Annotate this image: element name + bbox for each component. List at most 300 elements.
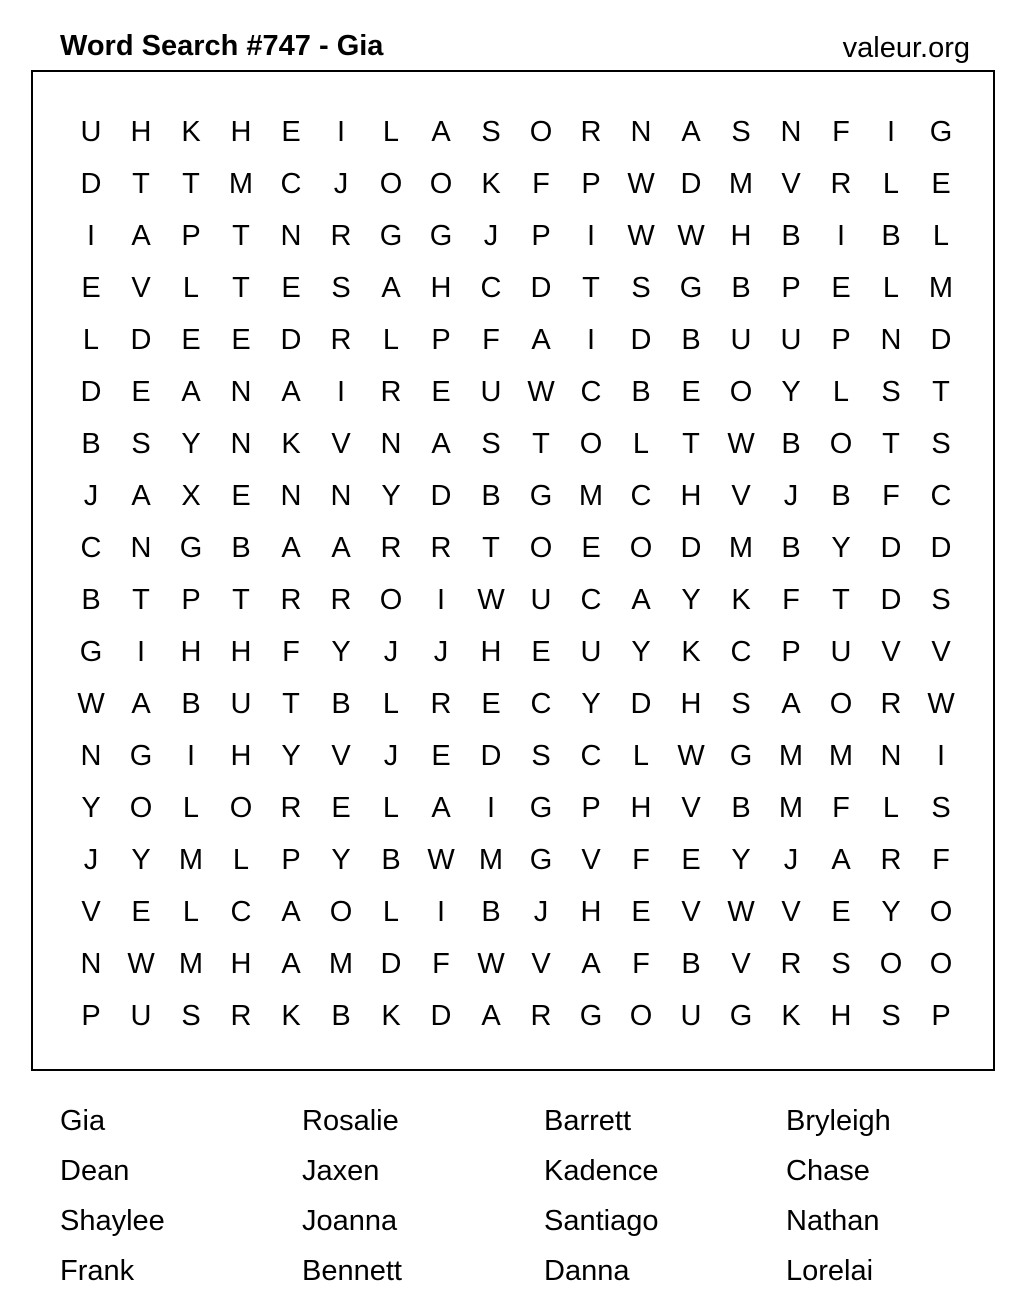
grid-letter: I xyxy=(436,896,446,928)
grid-letter: F xyxy=(832,792,850,824)
grid-letter: D xyxy=(930,324,952,356)
grid-letter: O xyxy=(879,948,903,980)
word-list-item: Chase xyxy=(786,1155,870,1187)
grid-letter: Y xyxy=(781,376,801,408)
grid-letter: D xyxy=(80,168,102,200)
grid-letter: J xyxy=(483,220,499,252)
grid-letter: W xyxy=(677,740,705,772)
grid-letter: R xyxy=(830,168,852,200)
grid-letter: T xyxy=(232,584,250,616)
grid-letter: T xyxy=(832,584,850,616)
grid-letter: U xyxy=(130,1000,152,1032)
grid-letter: T xyxy=(682,428,700,460)
grid-letter: I xyxy=(836,220,846,252)
grid-letter: Y xyxy=(81,792,101,824)
grid-letter: A xyxy=(831,844,851,876)
grid-letter: V xyxy=(781,896,801,928)
grid-letter: M xyxy=(328,948,354,980)
grid-letter: F xyxy=(882,480,900,512)
grid-letter: B xyxy=(731,272,751,304)
grid-letter: F xyxy=(632,844,650,876)
grid-letter: P xyxy=(431,324,451,356)
grid-letter: M xyxy=(928,272,954,304)
grid-letter: A xyxy=(581,948,601,980)
grid-letter: S xyxy=(481,428,501,460)
word-list-item: Dean xyxy=(60,1155,130,1187)
grid-letter: P xyxy=(831,324,851,356)
grid-letter: C xyxy=(280,168,302,200)
grid-letter: L xyxy=(632,740,650,772)
grid-letter: H xyxy=(230,948,252,980)
grid-letter: G xyxy=(79,636,103,668)
grid-letter: A xyxy=(281,376,301,408)
grid-letter: V xyxy=(681,792,701,824)
grid-letter: B xyxy=(781,532,801,564)
grid-letter: U xyxy=(580,636,602,668)
grid-letter: T xyxy=(132,584,150,616)
grid-letter: R xyxy=(880,844,902,876)
grid-letter: S xyxy=(881,1000,901,1032)
grid-letter: J xyxy=(783,480,799,512)
grid-letter: M xyxy=(728,532,754,564)
grid-letter: W xyxy=(427,844,455,876)
grid-letter: S xyxy=(931,584,951,616)
word-list-item: Frank xyxy=(60,1255,135,1287)
grid-letter: E xyxy=(931,168,951,200)
grid-letter: R xyxy=(230,1000,252,1032)
grid-letter: P xyxy=(181,584,201,616)
word-list-item: Kadence xyxy=(544,1155,659,1187)
grid-letter: J xyxy=(433,636,449,668)
grid-letter: T xyxy=(532,428,550,460)
grid-letter: Y xyxy=(881,896,901,928)
word-list-item: Lorelai xyxy=(786,1255,874,1287)
grid-letter: N xyxy=(330,480,352,512)
grid-letter: N xyxy=(630,116,652,148)
grid-letter: F xyxy=(282,636,300,668)
grid-letter: C xyxy=(580,740,602,772)
grid-letter: N xyxy=(80,948,102,980)
grid-letter: E xyxy=(431,740,451,772)
word-list-item: Rosalie xyxy=(302,1105,399,1137)
grid-letter: R xyxy=(880,688,902,720)
grid-letter: D xyxy=(880,532,902,564)
grid-letter: F xyxy=(482,324,500,356)
grid-letter: E xyxy=(131,376,151,408)
grid-letter: O xyxy=(629,532,653,564)
grid-letter: Y xyxy=(381,480,401,512)
grid-letter: U xyxy=(480,376,502,408)
grid-letter: P xyxy=(281,844,301,876)
grid-letter: O xyxy=(379,168,403,200)
grid-letter: B xyxy=(231,532,251,564)
puzzle-grid-box xyxy=(31,70,995,1071)
grid-letter: U xyxy=(530,584,552,616)
grid-letter: H xyxy=(630,792,652,824)
grid-letter: K xyxy=(731,584,751,616)
grid-letter: B xyxy=(481,480,501,512)
grid-letter: D xyxy=(430,480,452,512)
grid-letter: O xyxy=(829,428,853,460)
grid-letter: L xyxy=(232,844,250,876)
grid-letter: M xyxy=(228,168,254,200)
grid-letter: B xyxy=(831,480,851,512)
grid-letter: W xyxy=(927,688,955,720)
grid-letter: A xyxy=(681,116,701,148)
grid-letter: B xyxy=(331,1000,351,1032)
grid-letter: C xyxy=(630,480,652,512)
grid-letter: E xyxy=(231,480,251,512)
grid-letter: E xyxy=(531,636,551,668)
grid-letter: P xyxy=(781,636,801,668)
grid-letter: H xyxy=(680,688,702,720)
grid-letter: U xyxy=(780,324,802,356)
grid-letter: A xyxy=(781,688,801,720)
grid-letter: R xyxy=(430,688,452,720)
grid-letter: C xyxy=(580,376,602,408)
grid-letter: B xyxy=(681,324,701,356)
grid-letter: F xyxy=(832,116,850,148)
grid-letter: U xyxy=(730,324,752,356)
grid-letter: A xyxy=(381,272,401,304)
grid-letter: A xyxy=(181,376,201,408)
grid-letter: S xyxy=(131,428,151,460)
grid-letter: V xyxy=(331,428,351,460)
grid-letter: R xyxy=(530,1000,552,1032)
grid-letter: L xyxy=(382,688,400,720)
grid-letter: U xyxy=(680,1000,702,1032)
grid-letter: A xyxy=(131,688,151,720)
grid-letter: V xyxy=(681,896,701,928)
grid-letter: G xyxy=(729,1000,753,1032)
word-list-item: Nathan xyxy=(786,1205,880,1237)
grid-letter: A xyxy=(431,116,451,148)
grid-letter: K xyxy=(381,1000,401,1032)
grid-letter: S xyxy=(931,792,951,824)
word-list-item: Jaxen xyxy=(302,1155,380,1187)
grid-letter: L xyxy=(182,896,200,928)
grid-letter: P xyxy=(531,220,551,252)
grid-letter: B xyxy=(81,584,101,616)
grid-letter: B xyxy=(181,688,201,720)
grid-letter: W xyxy=(77,688,105,720)
grid-letter: V xyxy=(131,272,151,304)
grid-letter: M xyxy=(778,792,804,824)
grid-letter: C xyxy=(580,584,602,616)
word-list-item: Bennett xyxy=(302,1255,402,1287)
grid-letter: T xyxy=(282,688,300,720)
grid-letter: B xyxy=(681,948,701,980)
grid-letter: W xyxy=(627,168,655,200)
grid-letter: M xyxy=(828,740,854,772)
grid-letter: B xyxy=(331,688,351,720)
grid-letter: Y xyxy=(131,844,151,876)
grid-letter: G xyxy=(179,532,203,564)
grid-letter: C xyxy=(530,688,552,720)
grid-letter: P xyxy=(81,1000,101,1032)
grid-letter: A xyxy=(281,896,301,928)
grid-letter: V xyxy=(781,168,801,200)
grid-letter: K xyxy=(281,1000,301,1032)
grid-letter: I xyxy=(886,116,896,148)
grid-letter: O xyxy=(629,1000,653,1032)
grid-letter: P xyxy=(581,168,601,200)
grid-letter: Y xyxy=(831,532,851,564)
grid-letter: F xyxy=(632,948,650,980)
grid-letter: D xyxy=(480,740,502,772)
grid-letter: Y xyxy=(681,584,701,616)
letter-grid xyxy=(33,72,993,1069)
grid-letter: W xyxy=(127,948,155,980)
grid-letter: E xyxy=(331,792,351,824)
grid-letter: K xyxy=(181,116,201,148)
grid-letter: H xyxy=(430,272,452,304)
grid-letter: G xyxy=(529,844,553,876)
grid-letter: C xyxy=(730,636,752,668)
grid-letter: D xyxy=(680,168,702,200)
grid-letter: A xyxy=(131,480,151,512)
grid-letter: H xyxy=(130,116,152,148)
grid-letter: W xyxy=(727,896,755,928)
grid-letter: M xyxy=(578,480,604,512)
grid-letter: L xyxy=(382,792,400,824)
grid-letter: I xyxy=(586,324,596,356)
grid-letter: Y xyxy=(331,636,351,668)
grid-letter: R xyxy=(580,116,602,148)
grid-letter: S xyxy=(731,116,751,148)
grid-letter: O xyxy=(529,116,553,148)
grid-letter: G xyxy=(529,792,553,824)
grid-letter: A xyxy=(431,428,451,460)
grid-letter: B xyxy=(781,428,801,460)
grid-letter: G xyxy=(579,1000,603,1032)
grid-letter: S xyxy=(181,1000,201,1032)
grid-letter: O xyxy=(829,688,853,720)
grid-letter: S xyxy=(931,428,951,460)
grid-letter: K xyxy=(281,428,301,460)
grid-letter: E xyxy=(681,844,701,876)
grid-letter: E xyxy=(81,272,101,304)
grid-letter: D xyxy=(630,688,652,720)
grid-letter: M xyxy=(478,844,504,876)
grid-letter: P xyxy=(181,220,201,252)
grid-letter: R xyxy=(330,220,352,252)
grid-letter: M xyxy=(778,740,804,772)
grid-letter: N xyxy=(230,428,252,460)
grid-letter: A xyxy=(131,220,151,252)
grid-letter: V xyxy=(331,740,351,772)
grid-letter: J xyxy=(83,480,99,512)
grid-letter: O xyxy=(129,792,153,824)
grid-letter: B xyxy=(781,220,801,252)
grid-letter: D xyxy=(130,324,152,356)
grid-letter: A xyxy=(281,532,301,564)
grid-letter: O xyxy=(729,376,753,408)
grid-letter: T xyxy=(882,428,900,460)
grid-letter: Y xyxy=(631,636,651,668)
grid-letter: W xyxy=(727,428,755,460)
grid-letter: R xyxy=(330,324,352,356)
grid-letter: S xyxy=(881,376,901,408)
grid-letter: B xyxy=(81,428,101,460)
grid-letter: W xyxy=(677,220,705,252)
grid-letter: O xyxy=(529,532,553,564)
grid-letter: E xyxy=(231,324,251,356)
grid-letter: K xyxy=(781,1000,801,1032)
grid-letter: O xyxy=(379,584,403,616)
grid-letter: W xyxy=(477,948,505,980)
grid-letter: A xyxy=(531,324,551,356)
grid-letter: F xyxy=(432,948,450,980)
grid-letter: V xyxy=(881,636,901,668)
grid-letter: M xyxy=(178,948,204,980)
word-list-item: Santiago xyxy=(544,1205,659,1237)
grid-letter: K xyxy=(481,168,501,200)
grid-letter: L xyxy=(882,792,900,824)
word-list-item: Shaylee xyxy=(60,1205,165,1237)
site-name: valeur.org xyxy=(842,32,970,64)
grid-letter: H xyxy=(730,220,752,252)
word-list xyxy=(60,1096,990,1306)
grid-letter: M xyxy=(178,844,204,876)
grid-letter: G xyxy=(679,272,703,304)
grid-letter: A xyxy=(331,532,351,564)
grid-letter: L xyxy=(882,168,900,200)
grid-letter: V xyxy=(81,896,101,928)
grid-letter: B xyxy=(881,220,901,252)
grid-letter: E xyxy=(631,896,651,928)
grid-letter: N xyxy=(230,376,252,408)
grid-letter: H xyxy=(580,896,602,928)
grid-letter: D xyxy=(630,324,652,356)
grid-letter: B xyxy=(381,844,401,876)
grid-letter: N xyxy=(130,532,152,564)
grid-letter: R xyxy=(280,584,302,616)
grid-letter: B xyxy=(631,376,651,408)
grid-letter: T xyxy=(582,272,600,304)
grid-letter: L xyxy=(382,896,400,928)
grid-letter: Y xyxy=(181,428,201,460)
word-list-item: Danna xyxy=(544,1255,630,1287)
grid-letter: A xyxy=(281,948,301,980)
grid-letter: T xyxy=(932,376,950,408)
grid-letter: I xyxy=(436,584,446,616)
grid-letter: P xyxy=(581,792,601,824)
grid-letter: K xyxy=(681,636,701,668)
grid-letter: W xyxy=(477,584,505,616)
grid-letter: I xyxy=(336,116,346,148)
grid-letter: L xyxy=(382,324,400,356)
grid-letter: T xyxy=(232,272,250,304)
grid-letter: S xyxy=(631,272,651,304)
grid-letter: D xyxy=(380,948,402,980)
grid-letter: E xyxy=(181,324,201,356)
grid-letter: F xyxy=(932,844,950,876)
grid-letter: O xyxy=(929,948,953,980)
grid-letter: S xyxy=(731,688,751,720)
grid-letter: I xyxy=(486,792,496,824)
grid-letter: G xyxy=(379,220,403,252)
grid-letter: D xyxy=(430,1000,452,1032)
grid-letter: B xyxy=(481,896,501,928)
grid-letter: N xyxy=(80,740,102,772)
grid-letter: L xyxy=(182,792,200,824)
grid-letter: V xyxy=(731,948,751,980)
grid-letter: E xyxy=(481,688,501,720)
grid-letter: D xyxy=(80,376,102,408)
grid-letter: A xyxy=(631,584,651,616)
grid-letter: U xyxy=(830,636,852,668)
grid-letter: N xyxy=(280,220,302,252)
grid-letter: G xyxy=(429,220,453,252)
grid-letter: X xyxy=(181,480,201,512)
grid-letter: U xyxy=(230,688,252,720)
grid-letter: D xyxy=(280,324,302,356)
grid-letter: Y xyxy=(581,688,601,720)
grid-letter: F xyxy=(782,584,800,616)
grid-letter: I xyxy=(186,740,196,772)
grid-letter: H xyxy=(680,480,702,512)
grid-letter: C xyxy=(80,532,102,564)
grid-letter: Y xyxy=(731,844,751,876)
grid-letter: O xyxy=(429,168,453,200)
word-list-item: Barrett xyxy=(544,1105,632,1137)
grid-letter: L xyxy=(82,324,100,356)
grid-letter: I xyxy=(336,376,346,408)
grid-letter: N xyxy=(880,740,902,772)
grid-letter: D xyxy=(880,584,902,616)
grid-letter: R xyxy=(280,792,302,824)
grid-letter: C xyxy=(480,272,502,304)
grid-letter: O xyxy=(579,428,603,460)
grid-letter: G xyxy=(529,480,553,512)
grid-letter: S xyxy=(531,740,551,772)
grid-letter: O xyxy=(329,896,353,928)
grid-letter: V xyxy=(731,480,751,512)
grid-letter: R xyxy=(330,584,352,616)
grid-letter: T xyxy=(132,168,150,200)
grid-letter: E xyxy=(681,376,701,408)
grid-letter: J xyxy=(333,168,349,200)
grid-letter: P xyxy=(781,272,801,304)
grid-letter: D xyxy=(930,532,952,564)
grid-letter: E xyxy=(431,376,451,408)
grid-letter: H xyxy=(480,636,502,668)
grid-letter: L xyxy=(182,272,200,304)
grid-letter: D xyxy=(530,272,552,304)
grid-letter: B xyxy=(731,792,751,824)
grid-letter: F xyxy=(532,168,550,200)
grid-letter: N xyxy=(780,116,802,148)
grid-letter: S xyxy=(481,116,501,148)
grid-letter: H xyxy=(830,1000,852,1032)
grid-letter: R xyxy=(780,948,802,980)
grid-letter: T xyxy=(182,168,200,200)
grid-letter: P xyxy=(931,1000,951,1032)
grid-letter: M xyxy=(728,168,754,200)
grid-letter: S xyxy=(331,272,351,304)
grid-letter: E xyxy=(281,116,301,148)
grid-letter: G xyxy=(129,740,153,772)
grid-letter: N xyxy=(380,428,402,460)
grid-letter: C xyxy=(930,480,952,512)
grid-letter: O xyxy=(929,896,953,928)
word-list-item: Gia xyxy=(60,1105,106,1137)
grid-letter: G xyxy=(729,740,753,772)
grid-letter: S xyxy=(831,948,851,980)
grid-letter: I xyxy=(586,220,596,252)
grid-letter: Y xyxy=(331,844,351,876)
